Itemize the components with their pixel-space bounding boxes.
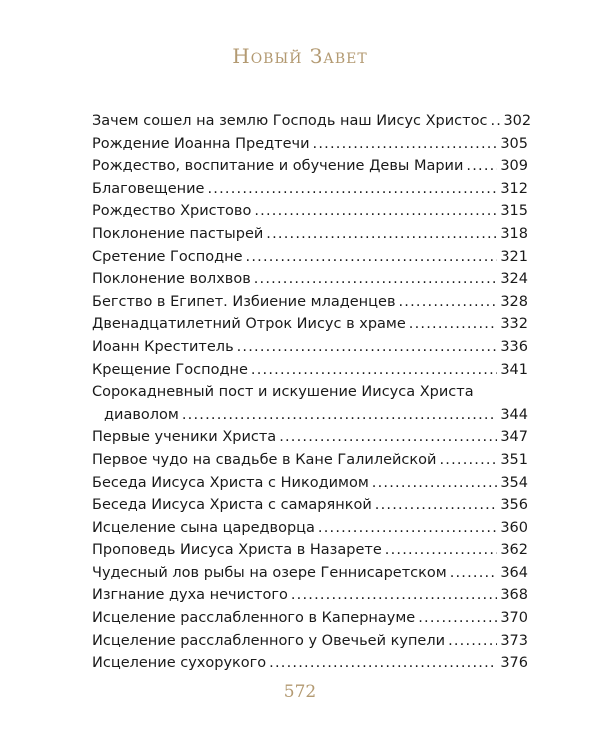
toc-entry-page: 356: [500, 497, 528, 514]
dot-leader: [251, 359, 497, 382]
toc-entry: [92, 291, 528, 314]
dot-leader: [269, 652, 497, 675]
toc-entry-page: 364: [500, 564, 528, 581]
dot-leader: [254, 200, 497, 223]
toc-entry-title: Беседа Иисуса Христа с самарянкой: [92, 497, 372, 514]
toc-entry: [92, 562, 528, 585]
toc-entry: [92, 539, 528, 562]
toc-entry-page: 341: [500, 361, 528, 378]
toc-entry: [92, 155, 528, 178]
toc-entry: [92, 584, 528, 607]
toc-entry-title: Поклонение волхвов: [92, 271, 251, 288]
dot-leader: [207, 178, 497, 201]
toc-entry-page: 360: [500, 519, 528, 536]
toc-entry: [92, 449, 528, 472]
toc-entry-title: Рождение Иоанна Предтечи: [92, 135, 310, 152]
toc-entry-title: Сретение Господне: [92, 248, 243, 265]
toc-entry-title: Исцеление расслабленного у Овечьей купели: [92, 632, 446, 649]
dot-leader: [385, 539, 498, 562]
dot-leader: [439, 449, 497, 472]
toc-entry-title: Бегство в Египет. Избиение младенцев: [92, 293, 396, 310]
toc-entry-page: 321: [500, 248, 528, 265]
toc-entry: [92, 110, 532, 133]
toc-entry: [92, 336, 528, 359]
dot-leader: [418, 607, 497, 630]
toc-entry-title: Рождество, воспитание и обучение Девы Марии: [92, 158, 464, 175]
toc-entry: [92, 607, 528, 630]
toc-entry-title: Рождество Христово: [92, 203, 252, 220]
toc-entry-page: 328: [500, 293, 528, 310]
toc-entry-page: 332: [500, 316, 528, 333]
page-number: 572: [283, 682, 317, 702]
dot-leader: [409, 313, 498, 336]
toc-entry: [92, 359, 528, 382]
toc-entry: [92, 268, 528, 291]
toc-entry-page: 347: [500, 429, 528, 446]
toc-entry-page: 302: [503, 113, 532, 129]
dot-leader: [237, 336, 498, 359]
toc-entry-title: Чудесный лов рыбы на озере Геннисаретском: [92, 564, 447, 581]
toc-entry-title: Двенадцатилетний Отрок Иисус в храме: [92, 316, 406, 333]
dot-leader: [450, 562, 498, 585]
toc-entry-page: 309: [500, 158, 528, 175]
toc-entry-page: 305: [500, 135, 528, 152]
dot-leader: [375, 494, 498, 517]
toc-entry: [92, 630, 528, 653]
toc-entry-page: 354: [500, 474, 528, 491]
dot-leader: [372, 472, 498, 495]
toc-entry-title: Первое чудо на свадьбе в Кане Галилейской: [92, 451, 437, 468]
toc-entry-page: 362: [500, 542, 528, 559]
toc-entry-page: 312: [500, 180, 528, 197]
toc-entry-title: Иоанн Креститель: [92, 338, 234, 355]
dot-leader: [490, 110, 500, 133]
toc-entry-page: 376: [500, 655, 528, 672]
toc-entry: [92, 472, 528, 495]
toc-entry: [92, 381, 528, 426]
dot-leader: [254, 268, 498, 291]
toc-entry: [92, 313, 528, 336]
toc-entry: [92, 223, 528, 246]
toc-entry-title: Сорокадневный пост и искушение Иисуса Христа: [92, 384, 474, 401]
toc-entry-page: 370: [500, 610, 528, 627]
toc-entry-title: Крещение Господне: [92, 361, 248, 378]
dot-leader: [279, 426, 497, 449]
dot-leader: [313, 133, 498, 156]
toc-entry-page: 324: [500, 271, 528, 288]
toc-entry-title: Зачем сошел на землю Господь наш Иисус Христос: [92, 113, 488, 129]
toc-entry-title: Проповедь Иисуса Христа в Назарете: [92, 542, 382, 559]
dot-leader: [448, 630, 497, 653]
toc-entry: [92, 200, 528, 223]
toc-entry-title: Исцеление расслабленного в Капернауме: [92, 610, 416, 627]
toc-entry-title: Поклонение пастырей: [92, 225, 264, 242]
toc-entry-page: 373: [500, 632, 528, 649]
toc-entry-title: Изгнание духа нечистого: [92, 587, 288, 604]
toc-entry: [92, 494, 528, 517]
toc-entry: [92, 133, 528, 156]
toc-entry-page: 344: [500, 406, 528, 423]
toc-entry: [92, 652, 528, 675]
toc-entry-title-continuation: диаволом: [104, 406, 179, 423]
section-title: Новый Завет: [232, 44, 368, 68]
dot-leader: [466, 155, 497, 178]
toc-entry-title: Исцеление сухорукого: [92, 655, 267, 672]
toc-entry-page: 368: [500, 587, 528, 604]
dot-leader: [182, 404, 497, 427]
dot-leader: [399, 291, 498, 314]
toc-entry-page: 318: [500, 225, 528, 242]
table-of-contents: [92, 110, 532, 675]
toc-entry: [92, 246, 528, 269]
toc-entry-title: Благовещение: [92, 180, 205, 197]
toc-entry-title: Беседа Иисуса Христа с Никодимом: [92, 474, 369, 491]
dot-leader: [291, 584, 497, 607]
dot-leader: [318, 517, 497, 540]
dot-leader: [246, 246, 498, 269]
toc-entry-title: Первые ученики Христа: [92, 429, 277, 446]
dot-leader: [266, 223, 497, 246]
toc-entry-title: Исцеление сына царедворца: [92, 519, 315, 536]
toc-entry-page: 351: [500, 451, 528, 468]
toc-entry: [92, 517, 528, 540]
toc-entry-page: 315: [500, 203, 528, 220]
toc-entry: [92, 178, 528, 201]
toc-entry-page: 336: [500, 338, 528, 355]
toc-entry: [92, 426, 528, 449]
